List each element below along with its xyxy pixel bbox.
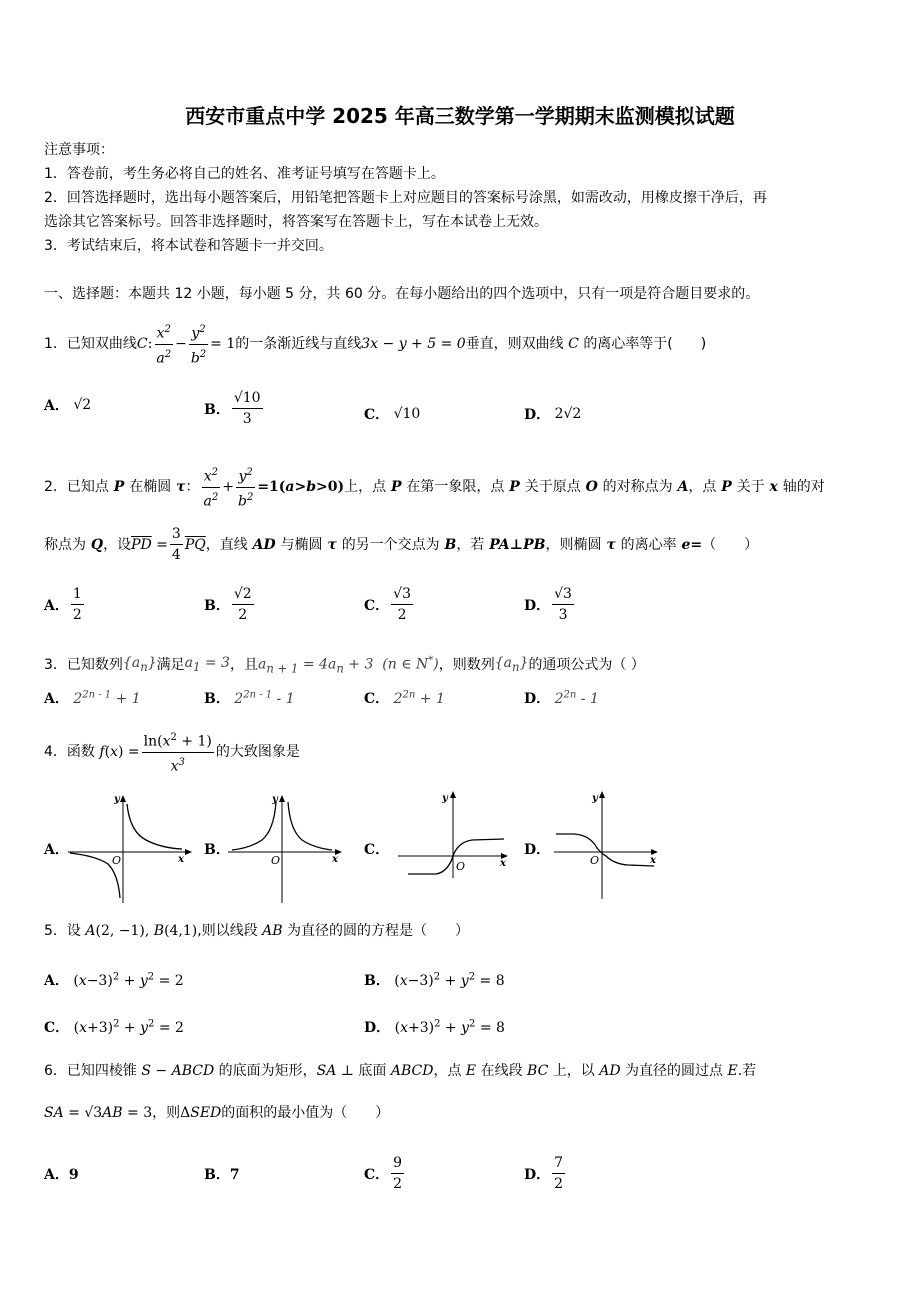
notice-item-3: 3．考试结束后，将本试卷和答题卡一并交回。 [44, 238, 333, 254]
q3-option-b: B． $2^{2n - 1} - 1$ [204, 689, 295, 707]
q5-option-a: A． $(x-3)^2 + y^2 = 2$ [44, 971, 184, 989]
page-title: 西安市重点中学 2025 年高三数学第一学期期末监测模拟试题 [185, 104, 735, 128]
q1-mid: 的一条渐近线与直线 [235, 336, 362, 353]
q2-option-a: A． $\frac{1}{2}$ [44, 586, 82, 623]
notice-item-2: 2．回答选择题时，选出每小题答案后，用铅笔把答题卡上对应题目的答案标号涂黑，如需改动，用橡皮擦干净后，再 [44, 190, 767, 206]
notice-item-1: 1．答卷前，考生务必将自己的姓名、准考证号填写在答题卡上。 [44, 166, 445, 182]
question-3: 3．已知数列 $\{a_n\}$ 满足 $a_1 = 3$ ，且 $a_{n + 1} = 4a_n + 3$ (n ∈ N*) ，则数列 $\{a_n\}$ 的通项公式为（ ） [44, 654, 645, 676]
q4-option-d-label: D． [524, 842, 551, 858]
q4-graph-a [66, 790, 196, 905]
q1-tail2: 的离心率等于( ) [583, 336, 707, 353]
svg-text:O: O [456, 860, 466, 873]
svg-text:y: y [114, 794, 120, 805]
question-6: 6．已知四棱锥 S − ABCD 的底面为矩形， SA ⊥ 底面 ABCD ，点 E 在线段 BC 上，以 AD 为直径的圆过点 E .若 [44, 1063, 757, 1079]
question-6-cont: SA = √3 AB = 3 ，则 Δ SED 的面积的最小值为（ ） [44, 1105, 390, 1121]
notice-heading: 注意事项： [44, 142, 114, 158]
q2-option-b: B． $\frac{√2}{2}$ [204, 586, 252, 623]
q5-option-d: D． $(x+3)^2 + y^2 = 8$ [364, 1018, 505, 1036]
q2-option-d: D． $\frac{√3}{3}$ [524, 586, 572, 623]
question-2: 2．已知点 P 在椭圆 τ ： $\frac{x^2}{a^2}$ + $\frac{y^2}{b^2}$ =1(a>b>0) 上，点 P 在第一象限，点 P 关于原点 O 的对称点为 A ，点 P 关于 x 轴的对 [44, 463, 825, 511]
question-2-cont: 称点为 Q ，设 $\overline{PD}$ = $\frac{3}{4}$ $\overline{PQ}$ ，直线 AD 与椭圆 τ 的另一个交点为 B ，若 PA⊥PB ，则椭圆 τ 的离心率 e= （ ） [44, 526, 759, 563]
q1-option-c: C． √10 [364, 406, 421, 423]
svg-text:O: O [590, 854, 600, 867]
question-5: 5．设 A (2, −1), B (4,1) ,则以线段 AB 为直径的圆的方程是（ ） [44, 923, 470, 939]
q4-graph-b [226, 790, 356, 905]
q1-option-b: B． $\frac{√10}{3}$ [204, 390, 261, 427]
svg-text:x: x [650, 855, 656, 866]
q5-option-c: C． $(x+3)^2 + y^2 = 2$ [44, 1018, 184, 1036]
q2-option-c: C． $\frac{√3}{2}$ [364, 586, 411, 623]
q4-option-a-label: A． [44, 842, 69, 858]
q6-option-d: D． $\frac{7}{2}$ [524, 1155, 564, 1192]
q1-tail: 垂直，则双曲线 [465, 336, 564, 353]
q3-option-c: C． $2^{2n} + 1$ [364, 689, 445, 707]
q3-option-a: A． $2^{2n - 1} + 1$ [44, 689, 141, 707]
svg-text:y: y [592, 793, 598, 804]
svg-text:O: O [112, 854, 122, 867]
notice-item-2-cont: 选涂其它答案标号。回答非选择题时，将答案写在答题卡上，写在本试卷上无效。 [44, 214, 548, 230]
svg-text:x: x [332, 854, 338, 865]
q4-option-c-label: C． [364, 842, 390, 858]
q1-option-a: A． √2 [44, 397, 92, 414]
q1-line-eq: 3x − y + 5 = 0 [361, 336, 466, 353]
svg-text:y: y [442, 793, 448, 804]
q6-option-c: C． $\frac{9}{2}$ [364, 1155, 403, 1192]
q4-option-b-label: B． [204, 842, 230, 858]
q1-option-d: D． 2√2 [524, 406, 582, 423]
q5-option-b: B． $(x-3)^2 + y^2 = 8$ [364, 971, 505, 989]
q6-option-b: B．7 [204, 1167, 240, 1183]
svg-text:y: y [272, 794, 278, 805]
q1-prefix: 1．已知双曲线 [44, 336, 137, 353]
svg-text:x: x [178, 854, 184, 865]
svg-text:O: O [271, 854, 281, 867]
svg-text:x: x [500, 858, 506, 869]
section-heading: 一、选择题：本题共 12 小题，每小题 5 分，共 60 分。在每小题给出的四个选项中，只有一项是符合题目要求的。 [44, 286, 760, 302]
q3-option-d: D． $2^{2n} - 1$ [524, 689, 599, 707]
question-4: 4．函数 f ( x ) = $\frac{\ln(x^2 + 1)}{x^3}$ 的大致图象是 [44, 728, 300, 776]
q4-graph-d [550, 786, 670, 901]
q6-option-a: A．9 [44, 1167, 79, 1183]
q4-graph-c [392, 786, 517, 881]
question-1: 1．已知双曲线 C : $\frac{x^2}{a^2}$ − $\frac{y^2}{b^2}$ = 1 的一条渐近线与直线 3x − y + 5 = 0 垂直，则双曲线 C 的离心率等于( ) [44, 320, 706, 368]
